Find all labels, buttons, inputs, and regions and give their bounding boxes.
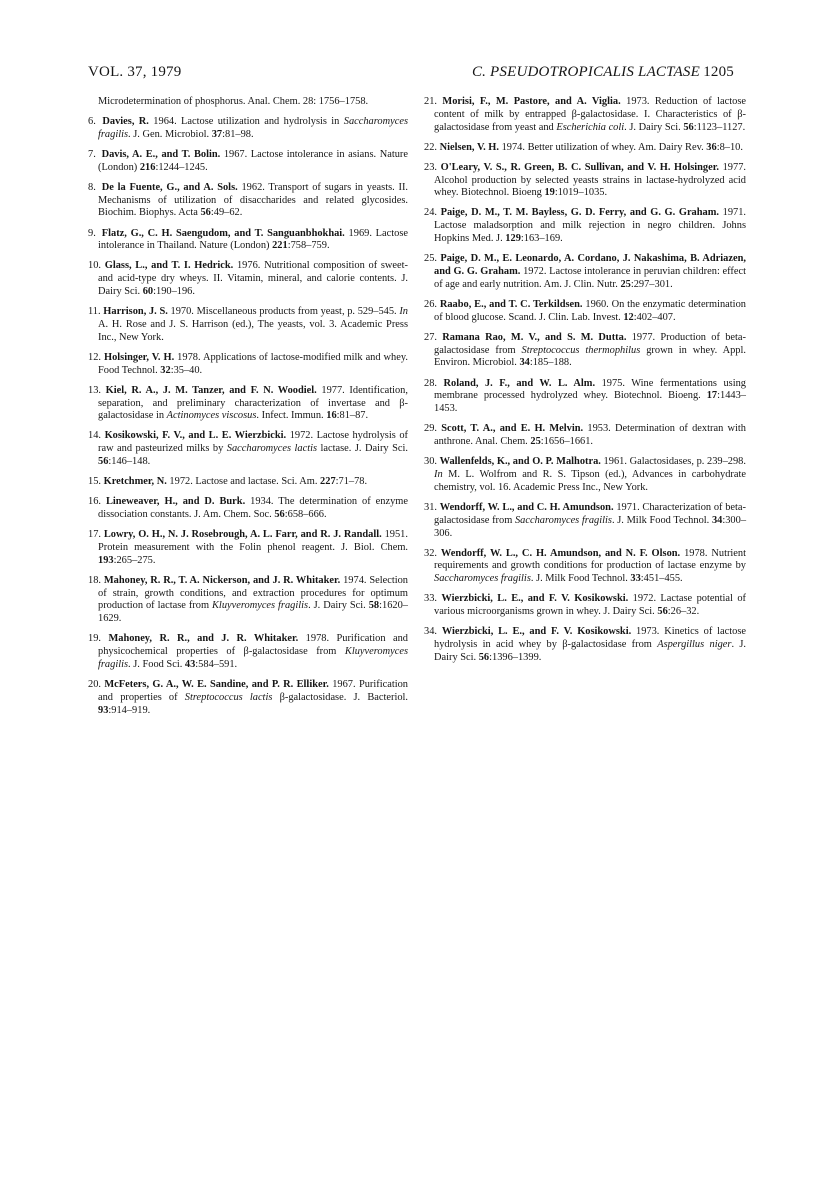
reference-italic: Aspergillus niger	[657, 638, 732, 650]
reference-pages: :163–169.	[520, 233, 563, 245]
reference-entry	[424, 207, 746, 246]
reference-authors: Mahoney, R. R., and J. R. Whitaker.	[108, 633, 299, 645]
reference-entry	[88, 306, 408, 345]
reference-text: 1969. Lactose intolerance in Thailand. Nature (London)	[98, 227, 408, 252]
reference-text: 1953. Determination of dextran with anthrone. Anal. Chem.	[434, 423, 746, 448]
reference-pages: :26–32.	[667, 606, 700, 618]
reference-pages: :49–62.	[210, 207, 243, 219]
reference-number: 21.	[424, 96, 437, 107]
reference-entry	[424, 456, 746, 495]
reference-number: 17.	[88, 529, 101, 541]
reference-entry	[424, 593, 746, 619]
reference-authors: McFeters, G. A., W. E. Sandine, and P. R. Elliker.	[104, 679, 329, 691]
reference-text: lactase. J. Dairy Sci.	[317, 443, 408, 455]
reference-pages: :81–98.	[222, 128, 254, 140]
reference-number: 27.	[424, 331, 437, 343]
reference-text: 1977. Identification, separation, and preliminary characterization of invertase and β-galactosidase in	[98, 384, 408, 422]
reference-text: 1978. Nutrient requirements and growth conditions for production of lactase enzyme by	[434, 547, 746, 572]
reference-text: . J. Dairy Sci.	[434, 638, 747, 663]
reference-text: 1967. Purification and properties of	[98, 679, 409, 703]
reference-italic: In	[434, 468, 443, 480]
reference-pages: :451–455.	[640, 573, 683, 585]
right-reference-list	[424, 96, 746, 665]
reference-entry	[88, 149, 408, 175]
reference-number: 9.	[88, 227, 96, 239]
reference-text: 1972. Lactose hydrolysis of raw and pasteurized milks by	[98, 430, 408, 455]
reference-number: 23.	[424, 161, 437, 173]
page-number: 1205	[703, 64, 734, 80]
reference-text: 1960. On the enzymatic determination of blood glucose. Scand. J. Clin. Lab. Invest.	[434, 298, 746, 323]
reference-text: 1973. Kinetics of lactose hydrolysis in acid whey by β-galactosidase from	[434, 626, 746, 650]
reference-pages: :190–196.	[153, 286, 195, 298]
reference-number: 10.	[88, 260, 101, 272]
reference-authors: Wendorff, W. L., C. H. Amundson, and N. F. Olson.	[440, 547, 681, 559]
reference-pages: :146–148.	[108, 456, 151, 468]
reference-volume: 93	[98, 704, 109, 716]
reference-volume: 33	[630, 573, 641, 585]
reference-authors: Kretchmer, N.	[103, 476, 167, 488]
reference-volume: 56	[274, 509, 285, 520]
reference-number: 6.	[88, 116, 96, 128]
reference-authors: Roland, J. F., and W. L. Alm.	[443, 377, 596, 389]
reference-volume: 17	[706, 390, 718, 402]
reference-number: 26.	[424, 298, 437, 310]
reference-text: β-galactosidase. J. Bacteriol.	[272, 691, 409, 703]
reference-volume: 25	[620, 278, 631, 290]
reference-text: 1964. Lactose utilization and hydrolysis in	[153, 116, 344, 128]
reference-entry	[88, 430, 408, 469]
reference-pages: :914–919.	[108, 704, 151, 716]
reference-number: 25.	[424, 253, 437, 265]
reference-number: 8.	[88, 181, 96, 193]
reference-pages: :1443–1453.	[434, 390, 746, 415]
reference-text: 1961. Galactosidases, p. 239–298.	[603, 456, 746, 468]
reference-number: 33.	[424, 593, 437, 605]
reference-text: 1934. The determination of enzyme dissociation constants. J. Am. Chem. Soc.	[98, 496, 408, 520]
reference-text: . J. Food Sci.	[128, 659, 185, 670]
reference-number: 28.	[424, 377, 437, 389]
reference-entry	[424, 142, 746, 155]
reference-pages: :71–78.	[335, 476, 368, 488]
reference-number: 32.	[424, 547, 437, 559]
reference-entry	[424, 332, 746, 371]
reference-text: 1975. Wine fermentations using membrane processed hydrolyzed whey. Biotechnol. Bioeng.	[434, 377, 746, 402]
reference-authors: De la Fuente, G., and A. Sols.	[101, 181, 238, 193]
reference-volume: 56	[98, 456, 109, 468]
reference-volume: 216	[139, 161, 156, 173]
reference-volume: 43	[184, 659, 196, 670]
reference-italic: Streptococcus thermophilus	[521, 344, 641, 356]
reference-pages: :300–306.	[434, 514, 747, 539]
reference-volume: 56	[200, 207, 211, 219]
reference-volume: 193	[98, 554, 114, 566]
reference-text: 1972. Lactose intolerance in peruvian children: effect of age and early nutrition. Am. J. Clin. Nutr.	[434, 266, 746, 290]
reference-pages: :8–10.	[716, 141, 743, 153]
reference-text: 1978. Applications of lactose-modified milk and whey. Food Technol.	[98, 351, 408, 376]
reference-italic: Kluyveromyces fragilis	[98, 646, 408, 670]
reference-entry	[424, 378, 746, 417]
reference-pages: :297–301.	[630, 278, 673, 290]
reference-volume: 56	[657, 606, 668, 618]
reference-authors: Wendorff, W. L., and C. H. Amundson.	[439, 501, 614, 513]
reference-authors: Holsinger, V. H.	[104, 351, 175, 363]
reference-entry	[88, 228, 408, 254]
reference-authors: Davies, R.	[102, 116, 149, 128]
reference-entry	[88, 496, 408, 522]
reference-authors: Kosikowski, F. V., and L. E. Wierzbicki.	[104, 430, 287, 442]
reference-text: . J. Dairy Sci.	[624, 121, 684, 133]
reference-authors: Wierzbicki, L. E., and F. V. Kosikowski.	[441, 626, 632, 638]
reference-entry	[424, 548, 746, 587]
reference-text: 1972. Lactase potential of various microorganisms grown in whey. J. Dairy Sci.	[434, 593, 746, 618]
reference-number: 16.	[88, 496, 101, 508]
running-title: C. PSEUDOTROPICALIS LACTASE	[471, 64, 700, 80]
reference-pages: :658–666.	[284, 509, 327, 520]
reference-volume: 227	[320, 476, 336, 488]
page-header	[88, 64, 734, 86]
reference-authors: Mahoney, R. R., T. A. Nickerson, and J. R. Whitaker.	[103, 574, 341, 586]
reference-italic: Kluyveromyces fragilis	[212, 600, 309, 612]
left-column	[88, 96, 408, 725]
reference-entry	[88, 182, 408, 221]
reference-italic: Saccharomyces fragilis	[514, 514, 612, 526]
reference-pages: :35–40.	[170, 364, 203, 376]
reference-authors: Lineweaver, H., and D. Burk.	[105, 496, 246, 508]
reference-text: . J. Dairy Sci.	[308, 600, 369, 612]
reference-volume: 221	[272, 240, 288, 252]
reference-text: M. L. Wolfrom and R. S. Tipson (ed.), Advances in carbohydrate chemistry, vol. 16. Academic Press Inc., New York.	[434, 468, 746, 493]
reference-volume: 19	[544, 187, 555, 199]
reference-volume: 34	[519, 357, 530, 369]
reference-italic: Streptococcus lactis	[184, 691, 273, 703]
reference-number: 20.	[88, 679, 101, 691]
reference-text: 1977. Production of beta-galactosidase from	[434, 331, 746, 356]
reference-number: 13.	[88, 384, 101, 396]
reference-entry	[88, 679, 408, 718]
reference-pages: :1019–1035.	[554, 187, 608, 199]
reference-continuation: Microdetermination of phosphorus. Anal. Chem. 28: 1756–1758.	[98, 96, 369, 107]
reference-italic: Saccharomyces lactis	[226, 443, 318, 455]
reference-italic: Saccharomyces fragilis	[98, 116, 408, 140]
reference-pages: :1656–1661.	[540, 436, 594, 448]
reference-authors: Scott, T. A., and E. H. Melvin.	[441, 423, 584, 435]
reference-authors: Paige, D. M., E. Leonardo, A. Cordano, J. Nakashima, B. Adriazen, and G. G. Graham.	[434, 253, 746, 278]
reference-entry	[88, 575, 408, 626]
reference-pages: :1620–1629.	[98, 600, 408, 625]
reference-number: 14.	[88, 430, 101, 442]
reference-text: 1971. Characterization of beta-galactosidase from	[434, 501, 746, 526]
reference-authors: Raabo, E., and T. C. Terkildsen.	[439, 298, 583, 310]
reference-volume: 25	[530, 436, 541, 448]
reference-text: 1977. Alcohol production by selected yeasts strains in lactase-hydrolyzed acid whey. Biotechnol. Bioeng	[434, 161, 746, 199]
reference-number: 34.	[424, 626, 437, 638]
reference-authors: Flatz, G., C. H. Saengudom, and T. Sanguanbhokhai.	[101, 227, 345, 239]
reference-authors: Lowry, O. H., N. J. Rosebrough, A. L. Farr, and R. J. Randall.	[103, 529, 382, 541]
reference-text: grown in whey. Appl. Environ. Microbiol.	[434, 344, 746, 369]
reference-number: 19.	[88, 633, 101, 645]
reference-text: 1974. Better utilization of whey. Am. Dairy Rev.	[501, 141, 707, 153]
reference-text: 1976. Nutritional composition of sweet- and acid-type dry wheys. II. Vitamin, mineral, and calorie contents. J. Dairy Sci.	[98, 260, 408, 298]
reference-pages: :402–407.	[633, 311, 676, 323]
reference-text: . J. Milk Food Technol.	[530, 573, 631, 585]
reference-text: A. H. Rose and J. S. Harrison (ed.), The yeasts, vol. 3. Academic Press Inc., New York.	[98, 318, 408, 343]
reference-number: 24.	[424, 207, 437, 219]
reference-volume: 36	[706, 141, 717, 153]
reference-pages: :758–759.	[287, 240, 330, 252]
reference-text: . J. Gen. Microbiol.	[128, 128, 212, 140]
reference-entry	[88, 633, 408, 672]
reference-entry	[88, 476, 408, 489]
reference-authors: O'Leary, V. S., R. Green, B. C. Sullivan, and V. H. Holsinger.	[440, 161, 719, 173]
reference-entry	[424, 423, 746, 449]
reference-text: 1962. Transport of sugars in yeasts. II. Mechanisms of utilization of disaccharides and related glycosides. Biochim. Biophys. Acta	[98, 181, 409, 219]
reference-entry	[88, 529, 408, 568]
reference-authors: Morisi, F., M. Pastore, and A. Viglia.	[442, 96, 621, 107]
reference-authors: Glass, L., and T. I. Hedrick.	[104, 260, 234, 272]
reference-volume: 60	[142, 286, 154, 298]
reference-entry	[424, 253, 746, 292]
reference-entry	[88, 116, 408, 142]
reference-entry	[424, 299, 746, 325]
reference-volume: 56	[683, 121, 694, 133]
reference-authors: Wallenfelds, K., and O. P. Malhotra.	[439, 456, 601, 468]
reference-authors: Kiel, R. A., J. M. Tanzer, and F. N. Woodiel.	[105, 384, 317, 396]
reference-entry	[88, 260, 408, 299]
reference-text: 1970. Miscellaneous products from yeast, p. 529–545.	[170, 306, 400, 318]
reference-pages: :584–591.	[195, 659, 238, 670]
reference-authors: Wierzbicki, L. E., and F. V. Kosikowski.	[441, 593, 629, 605]
reference-number: 12.	[88, 351, 101, 363]
reference-text: 1951. Protein measurement with the Folin phenol reagent. J. Biol. Chem.	[98, 529, 408, 553]
reference-text: 1967. Lactose intolerance in asians. Nature (London)	[98, 148, 408, 173]
reference-number: 15.	[88, 476, 101, 488]
reference-authors: Davis, A. E., and T. Bolin.	[101, 148, 221, 160]
reference-entry	[424, 162, 746, 201]
reference-volume: 16	[326, 410, 337, 422]
reference-text: . J. Milk Food Technol.	[611, 514, 712, 526]
reference-volume: 12	[623, 311, 634, 323]
reference-italic: Escherichia coli	[556, 121, 625, 133]
reference-pages: :81–87.	[336, 410, 369, 422]
reference-text: 1971. Lactose maladsorption and milk rejection in negro children. Johns Hopkins Med. J.	[434, 207, 747, 245]
reference-number: 7.	[88, 148, 96, 160]
reference-entry	[424, 502, 746, 541]
reference-number: 31.	[424, 501, 437, 513]
reference-volume: 58	[368, 600, 380, 612]
reference-number: 11.	[88, 306, 101, 318]
reference-volume: 32	[160, 364, 171, 376]
reference-number: 22.	[424, 141, 437, 153]
reference-text: . Infect. Immun.	[256, 410, 327, 422]
reference-entry	[424, 96, 746, 135]
reference-number: 18.	[88, 574, 101, 586]
volume-label: VOL. 37, 1979	[88, 64, 182, 80]
reference-text: 1978. Purification and physicochemical properties of β-galactosidase from	[98, 633, 408, 658]
reference-volume: 34	[711, 514, 723, 526]
left-reference-list	[88, 116, 408, 718]
reference-entry	[424, 626, 746, 665]
reference-authors: Nielsen, V. H.	[439, 141, 499, 153]
reference-pages: :265–275.	[113, 554, 156, 566]
reference-italic: In	[399, 306, 408, 318]
reference-authors: Ramana Rao, M. V., and S. M. Dutta.	[442, 331, 627, 343]
reference-volume: 37	[211, 128, 223, 140]
reference-text: 1972. Lactose and lactase. Sci. Am.	[169, 476, 321, 488]
reference-italic: Saccharomyces fragilis	[434, 573, 531, 585]
reference-text: 1973. Reduction of lactose content of milk by entrapped β-galactosidase. I. Characteristics of β-galactosidase from yeast and	[434, 96, 746, 133]
reference-text: 1974. Selection of strain, growth conditions, and extraction procedures for optimum production of lactase from	[98, 574, 408, 612]
reference-number: 30.	[424, 456, 437, 468]
reference-volume: 129	[505, 233, 521, 245]
reference-number: 29.	[424, 423, 437, 435]
right-column	[424, 96, 746, 672]
reference-pages: :1396–1399.	[489, 651, 542, 663]
reference-authors: Paige, D. M., T. M. Bayless, G. D. Ferry, and G. G. Graham.	[440, 207, 719, 219]
reference-authors: Harrison, J. S.	[103, 306, 168, 318]
reference-italic: Actinomyces viscosus	[166, 410, 257, 422]
reference-entry	[88, 385, 408, 424]
reference-pages: :185–188.	[529, 357, 572, 369]
reference-pages: :1123–1127.	[693, 121, 746, 133]
reference-volume: 56	[478, 651, 490, 663]
reference-entry	[88, 352, 408, 378]
reference-pages: :1244–1245.	[155, 161, 208, 173]
